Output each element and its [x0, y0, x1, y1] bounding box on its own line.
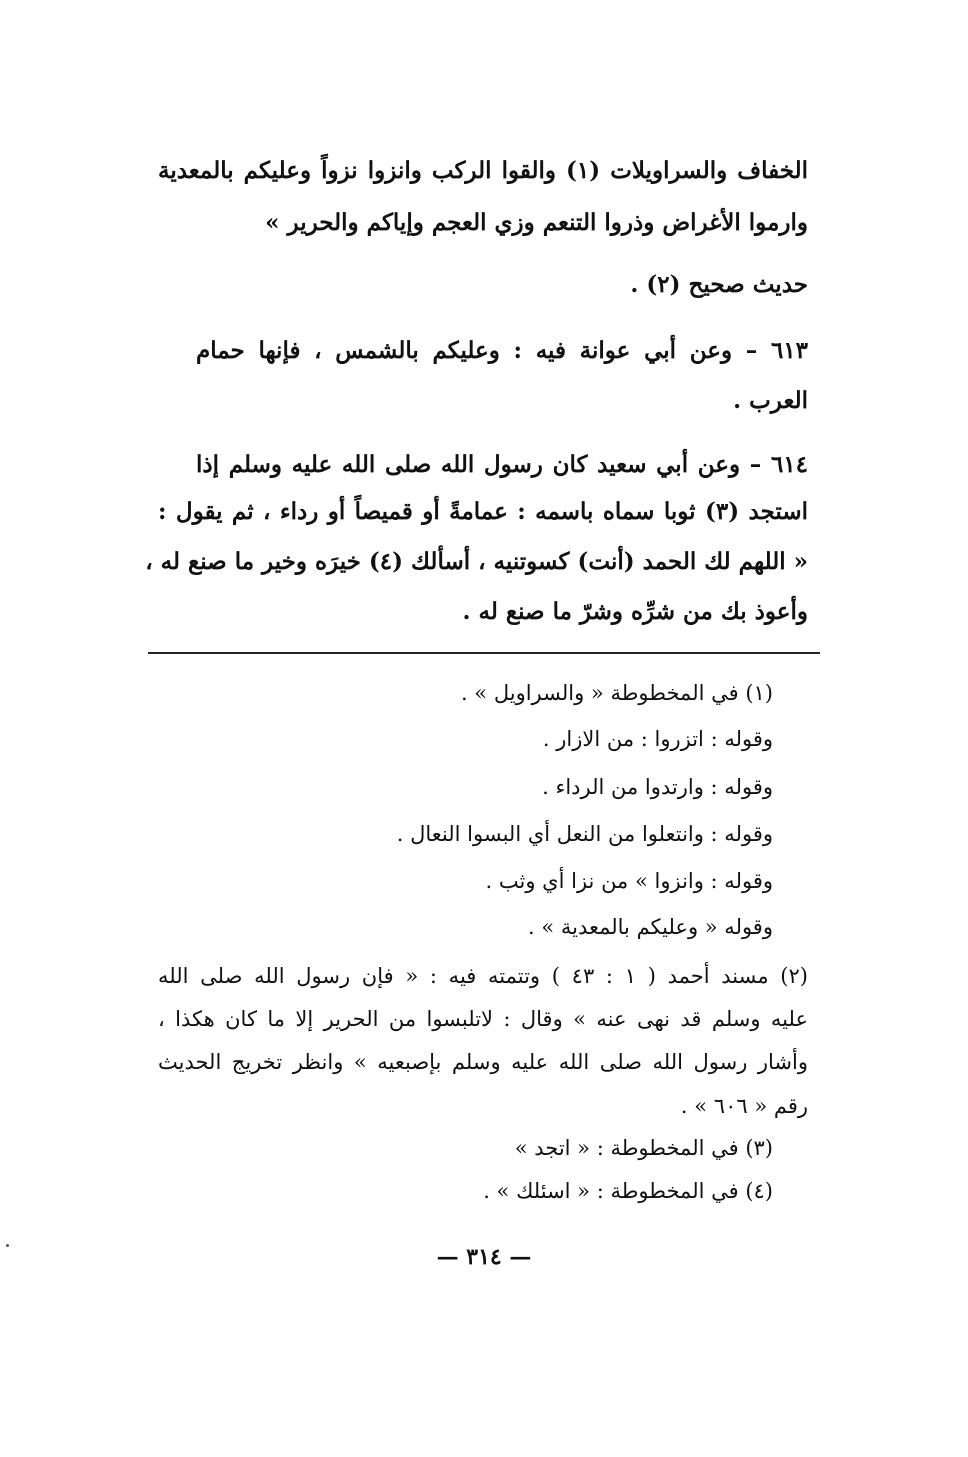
main-text-line: « اللهم لك الحمد (أنت) كسوتنيه ، أسألك (٤) خيرَه وخير ما صنع له ،: [145, 548, 808, 575]
footnote-1: (١) في المخطوطة « والسراويل » .: [460, 681, 773, 705]
main-text-line: وأعوذ بك من شرِّه وشرّ ما صنع له .: [462, 598, 808, 625]
main-text-line: وارموا الأغراض وذروا التنعم وزي العجم وإياكم والحرير »: [265, 209, 808, 236]
footnote-line: وقوله : وانتعلوا من النعل أي البسوا النعال .: [396, 822, 773, 846]
footnote-line: وأشار رسول الله صلى الله عليه وسلم بإصبعيه » وانظر تخريج الحديث: [158, 1050, 808, 1074]
footnote-line: وقوله : وارتدوا من الرداء .: [542, 775, 773, 799]
main-text-line: العرب .: [733, 387, 808, 414]
hadith-613-line: ٦١٣ – وعن أبي عوانة فيه : وعليكم بالشمس ، فإنها حمام: [196, 337, 808, 364]
footnote-line: وقوله : اتزروا : من الازار .: [542, 727, 773, 751]
footnote-separator: [148, 652, 820, 654]
footnote-line: وقوله « وعليكم بالمعدية » .: [527, 915, 773, 939]
hadith-614-line: ٦١٤ – وعن أبي سعيد كان رسول الله صلى الله عليه وسلم إذا: [196, 451, 808, 478]
scan-speck: [6, 1244, 9, 1247]
footnote-line: وقوله : وانزوا » من نزا أي وثب .: [485, 869, 773, 893]
footnote-4: (٤) في المخطوطة : « اسئلك » .: [483, 1179, 773, 1203]
hadith-grade-line: حديث صحيح (٢) .: [630, 271, 808, 298]
main-text-line: الخفاف والسراويلات (١) والقوا الركب وانزوا نزواً وعليكم بالمعدية: [158, 157, 808, 184]
footnote-2: (٢) مسند أحمد ( ١ : ٤٣ ) وتتمته فيه : « فإن رسول الله صلى الله: [158, 964, 808, 988]
page-number: — ٣١٤ —: [436, 1244, 532, 1270]
footnote-3: (٣) في المخطوطة : « اتجد »: [514, 1136, 773, 1160]
footnote-line: عليه وسلم قد نهى عنه » وقال : لاتلبسوا من الحرير إلا ما كان هكذا ،: [158, 1007, 808, 1031]
footnote-line: رقم « ٦٠٦ » .: [680, 1094, 808, 1118]
main-text-line: استجد (٣) ثوبا سماه باسمه : عمامةً أو قميصاً أو رداء ، ثم يقول :: [158, 498, 808, 525]
